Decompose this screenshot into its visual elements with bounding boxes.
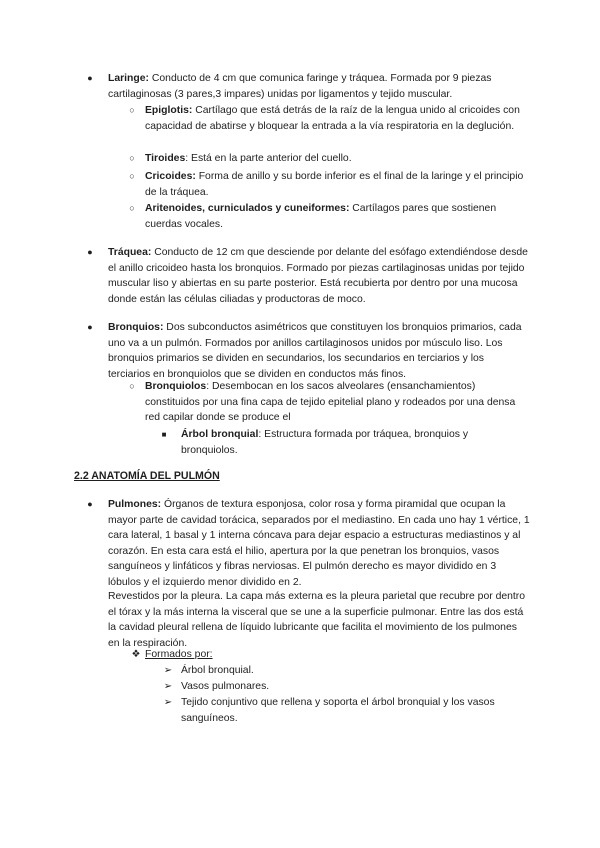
diamond-bullet: ❖: [131, 649, 141, 660]
epiglotis-text: Cartílago que está detrás de la raíz de la lengua unido al cricoides con capacidad de abatirse y bloquear la entrada a la vía respiratoria en la deglución.: [145, 105, 520, 132]
cricoides-term: Cricoides:: [145, 171, 196, 182]
laringe-item: [108, 71, 528, 102]
aritenoides-text: Cartílagos pares que sostienen cuerdas vocales.: [145, 203, 497, 230]
bullet-square: ■: [161, 430, 167, 439]
pleura-paragraph: Revestidos por la pleura. La capa más externa es la pleura parietal que recubre por dentro el tórax y la más interna la visceral que se une a la superficie pulmonar. Entre las dos está la cavidad pleural rellena de líquido lubricante que facilita el movimiento de los pulmones en la respiración.: [108, 591, 526, 649]
formados-label: Formados por:: [145, 649, 213, 660]
bullet-circle: ○: [129, 203, 135, 213]
tiroides-item: [145, 151, 530, 167]
traquea-text: Conducto de 12 cm que desciende por delante del esófago extendiéndose desde el anillo cricoideo hasta los bronquios. Formado por piezas cartilaginosas unidas por tejido muscular liso y abiertas en su parte posterior. Está recubierta por dentro por una mucosa donde están las células ciliadas y productoras de moco.: [108, 247, 528, 305]
arbol-bronquial-item: [181, 427, 511, 458]
epiglotis-term: Epiglotis:: [145, 105, 193, 116]
epiglotis-item: [145, 103, 530, 134]
traquea-item: [108, 245, 528, 307]
bullet-dot: ●: [87, 322, 93, 332]
laringe-term: Laringe:: [108, 73, 149, 84]
bronquios-item: [108, 320, 528, 382]
bronquiolos-text: : Desembocan en los sacos alveolares (ensanchamientos) constituidos por una fina capa de tejido epitelial plano y rodeados por una densa red capilar donde se produce el: [145, 381, 516, 424]
aritenoides-item: [145, 201, 530, 232]
bullet-dot: ●: [87, 499, 93, 509]
formados-item: Tejido conjuntivo que rellena y soporta el árbol bronquial y los vasos sanguíneos.: [181, 697, 495, 724]
section-heading: 2.2 ANATOMÍA DEL PULMÓN: [74, 470, 220, 482]
traquea-term: Tráquea:: [108, 247, 152, 258]
pulmones-text: Órganos de textura esponjosa, color rosa y forma piramidal que ocupan la mayor parte de cavidad torácica, separados por el mediastino. En cada uno hay 1 vértice, 1 cara lateral, 1 basal y 1 interna cóncava para dejar espacio a estructuras mediastinos y al corazón. En esta cara está el hilio, apertura por la que penetran los bronquios, vasos sanguíneos y linfáticos y fibras nerviosas. El pulmón derecho es mayor dividido en 3 lóbulos y el izquierdo menor dividido en 2.: [108, 499, 530, 588]
formados-item: Vasos pulmonares.: [181, 681, 270, 692]
arrow-bullet: ➢: [163, 697, 173, 708]
bullet-circle: ○: [129, 153, 135, 163]
aritenoides-term: Aritenoides, curniculados y cuneiformes:: [145, 203, 350, 214]
arrow-bullet: ➢: [163, 665, 173, 676]
bullet-circle: ○: [129, 171, 135, 181]
arbol-bronquial-text: : Estructura formada por tráquea, bronquios y bronquiolos.: [181, 429, 469, 456]
laringe-text: Conducto de 4 cm que comunica faringe y tráquea. Formada por 9 piezas cartilaginosas (3 pares,3 impares) unidas por ligamentos y tejido muscular.: [108, 73, 492, 100]
pulmones-item: [108, 497, 530, 591]
bronquiolos-term: Bronquiolos: [145, 381, 207, 392]
arbol-bronquial-term: Árbol bronquial: [181, 429, 259, 440]
tiroides-term: Tiroides: [145, 153, 186, 164]
formados-item: Árbol bronquial.: [181, 665, 254, 676]
tiroides-text: : Está en la parte anterior del cuello.: [185, 153, 352, 164]
bronquiolos-item: [145, 379, 520, 426]
bullet-dot: ●: [87, 247, 93, 257]
arrow-bullet: ➢: [163, 681, 173, 692]
cricoides-item: [145, 169, 530, 200]
bullet-circle: ○: [129, 105, 135, 115]
bronquios-term: Bronquios:: [108, 322, 164, 333]
cricoides-text: Forma de anillo y su borde inferior es el final de la laringe y el principio de la tráquea.: [145, 171, 524, 198]
bullet-circle: ○: [129, 381, 135, 391]
pulmones-term: Pulmones:: [108, 499, 162, 510]
bullet-dot: ●: [87, 73, 93, 83]
bronquios-text: Dos subconductos asimétricos que constituyen los bronquios primarios, cada uno va a un pulmón. Formados por anillos cartilaginosos unidos por músculo liso. Los bronquios primarios se dividen en secundarios, los secundarios en terciarios y los terciarios en bronquiolos que se dividen en conductos más finos.: [108, 322, 522, 380]
